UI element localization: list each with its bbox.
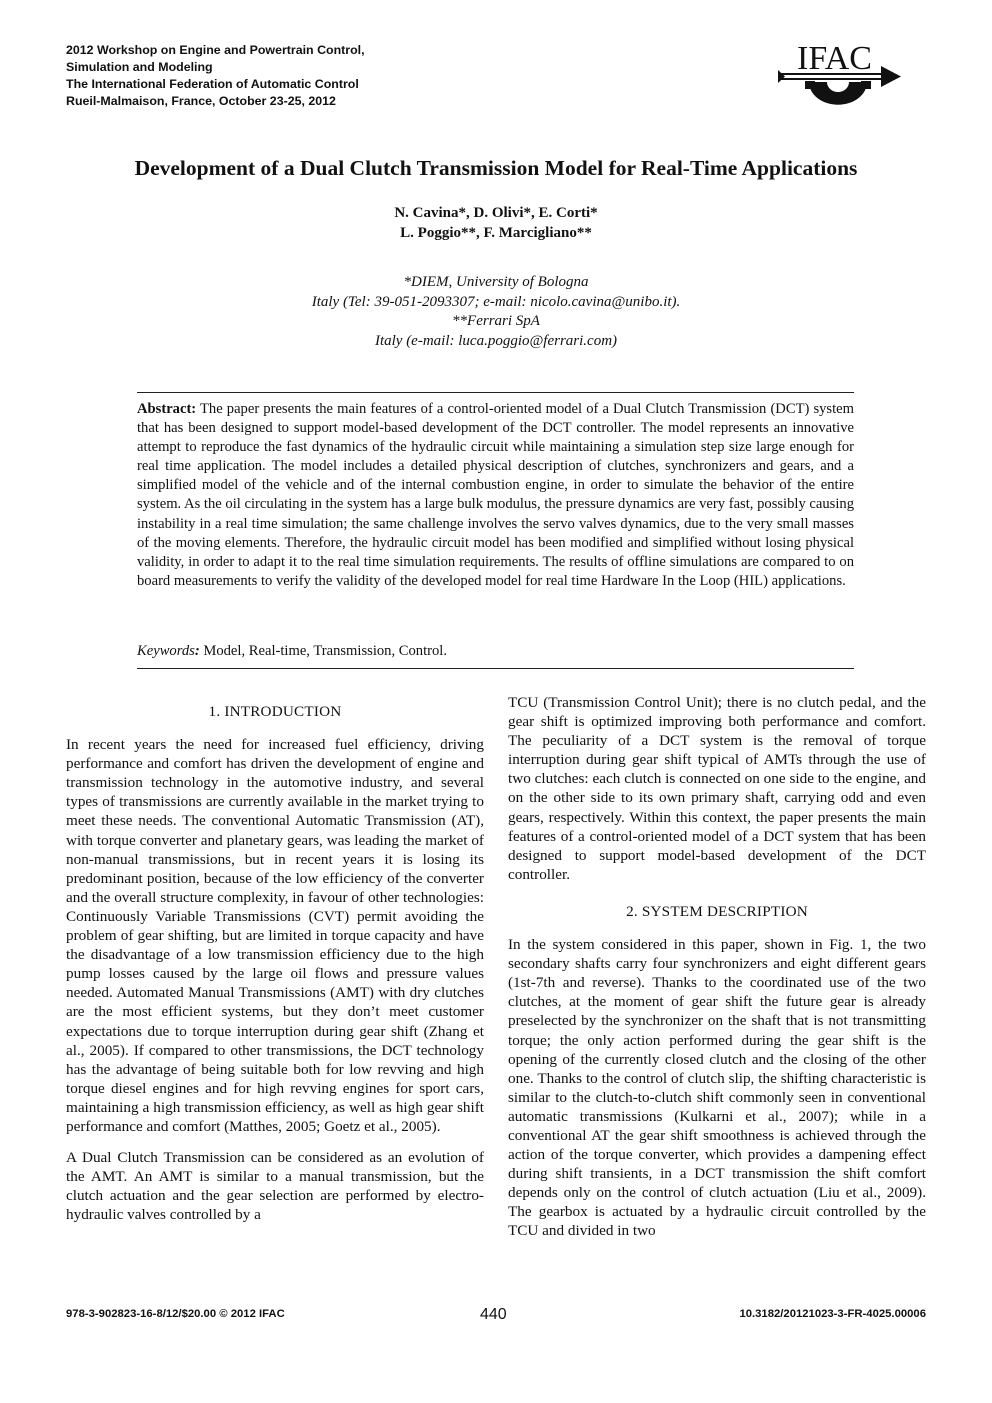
affiliation-line: **Ferrari SpA <box>452 313 540 329</box>
section-heading-system-description: 2. SYSTEM DESCRIPTION <box>626 902 808 920</box>
paragraph: TCU (Transmission Control Unit); there is no clutch pedal, and the gear shift is optimized improving both performance and comfort. The peculiarity of a DCT system is the removal of torque interruption during gear shift typical of AMTs through the use of two clutches: each clutch is connected on one side to the engine, and on the other side to its own primary shaft, carrying odd and even gears, respectively. Within this context, the paper presents the main features of a control-oriented model of a DCT system that has been designed to support model-based development of the DCT controller. <box>508 694 926 883</box>
paragraph: A Dual Clutch Transmission can be considered as an evolution of the AMT. An AMT is similar to a manual transmission, but the clutch actuation and the gear selection are performed by electro-hydraulic valves controlled by a <box>66 1149 484 1224</box>
conference-header-line: The International Federation of Automatic Control <box>66 77 359 91</box>
keywords-text: Model, Real-time, Transmission, Control. <box>199 643 448 659</box>
conference-header-line: 2012 Workshop on Engine and Powertrain Control, <box>66 43 365 57</box>
affiliation-line: *DIEM, University of Bologna <box>403 274 589 290</box>
author-line: L. Poggio**, F. Marcigliano** <box>400 225 592 241</box>
conference-header-line: Rueil-Malmaison, France, October 23-25, 2012 <box>66 94 336 108</box>
right-column <box>508 693 926 1253</box>
ifac-logo-text: IFAC <box>797 40 872 77</box>
page-footer <box>66 1306 926 1328</box>
keywords-label: Keywords <box>137 643 195 659</box>
keywords <box>137 643 854 660</box>
footer-doi: 10.3182/20121023-3-FR-4025.00006 <box>739 1308 926 1320</box>
keywords-colon: : <box>194 643 200 659</box>
abstract-text: The paper presents the main features of a control-oriented model of a Dual Clutch Transmission (DCT) system that has been designed to support model-based development of the DCT controller. The model represents an innovative attempt to reproduce the fast dynamics of the hydraulic circuit while maintaining a simulation step size large enough for real time application. The model includes a detailed physical description of clutches, synchronizers and gears, and a simplified model of the vehicle and of the internal combustion engine, in order to simulate the behavior of the entire system. As the oil circulating in the system has a large bulk modulus, the pressure dynamics are very fast, possibly causing instability in a real time simulation; the same challenge involves the servo valves dynamics, due to the very small masses of the moving elements. Therefore, the hydraulic circuit model has been modified and simplified without losing physical validity, in order to adapt it to the real time simulation requirements. The results of offline simulations are compared to on board measurements to verify the validity of the developed model for real time Hardware In the Loop (HIL) applications. <box>137 401 854 589</box>
paragraph: In the system considered in this paper, shown in Fig. 1, the two secondary shafts carry four synchronizers and eight different gears (1st-7th and reverse). Thanks to the coordinated use of the two clutches, at the moment of gear shift the future gear is already preselected by the synchronizer on the shaft that is not transmitting torque; the only action performed during the gear shift is the opening of the currently closed clutch and the closing of the other one. Thanks to the control of clutch slip, the shifting characteristic is similar to the clutch-to-clutch shift commonly seen in conventional automatic transmissions (Kulkarni et al., 2007); while in a conventional AT the gear shift smoothness is achieved through the action of the torque converter, which provides a dampening effect during shift transients, in a DCT transmission the shift comfort depends only on the control of clutch actuation (Liu et al., 2009). The gearbox is actuated by a hydraulic circuit controlled by the TCU and divided in two <box>508 936 926 1240</box>
affiliations <box>196 273 796 351</box>
author-list <box>196 203 796 243</box>
section-heading-introduction: 1. INTRODUCTION <box>208 703 342 720</box>
page-number: 440 <box>480 1306 507 1323</box>
conference-header-line: Simulation and Modeling <box>66 60 213 74</box>
left-column <box>66 690 484 1236</box>
affiliation-line: Italy (Tel: 39-051-2093307; e-mail: nicolo.cavina@unibo.it). <box>311 293 681 310</box>
footer-isbn: 978-3-902823-16-8/12/$20.00 © 2012 IFAC <box>66 1308 285 1320</box>
paper-title: Development of a Dual Clutch Transmission Model for Real-Time Applications <box>134 156 858 180</box>
abstract-top-rule <box>137 392 854 393</box>
abstract <box>137 400 854 591</box>
ifac-logo <box>775 36 905 126</box>
author-line: N. Cavina*, D. Olivi*, E. Corti* <box>394 205 598 221</box>
paragraph: In recent years the need for increased fuel efficiency, driving performance and comfort has driven the development of engine and transmission technology in the automotive industry, and several types of transmissions are currently available in the market trying to meet these needs. The conventional Automatic Transmission (AT), with torque converter and planetary gears, was leading the market of non-manual transmissions, but in recent years it is losing its predominant position, because of the low efficiency of the converter and the overall structure complexity, in favour of other technologies: Continuously Variable Transmissions (CVT) permit avoiding the problem of gear shifting, but are limited in torque capacity and have the disadvantage of a low transmission efficiency due to the high pump losses caused by the large oil flows and pressure values needed. Automated Manual Transmissions (AMT) with dry clutches are the most efficient systems, but they don’t meet customer expectations due to torque interruption during gear shift (Zhang et al., 2005). If compared to other transmissions, the DCT technology has the advantage of being suitable both for low revving and high torque diesel engines and for high revving engines for sport cars, maintaining a high transmission efficiency, as well as high gear shift performance and comfort (Matthes, 2005; Goetz et al., 2005). <box>66 736 484 1135</box>
abstract-bottom-rule <box>137 668 854 669</box>
conference-header <box>66 42 486 110</box>
affiliation-line: Italy (e-mail: luca.poggio@ferrari.com) <box>374 332 618 349</box>
abstract-label: Abstract: <box>137 401 197 417</box>
